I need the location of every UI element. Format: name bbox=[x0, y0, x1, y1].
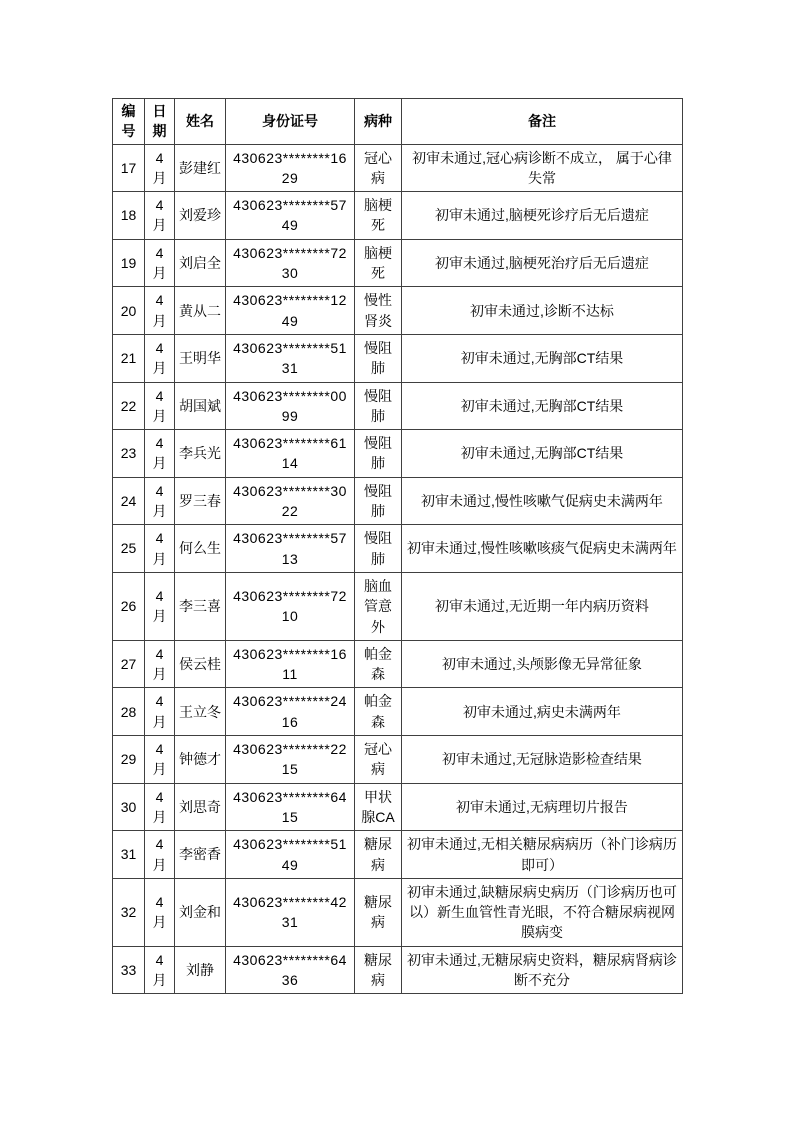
cell-number: 20 bbox=[113, 287, 145, 335]
cell-number: 23 bbox=[113, 430, 145, 478]
cell-number: 21 bbox=[113, 334, 145, 382]
header-id-number: 身份证号 bbox=[226, 99, 355, 145]
cell-disease: 冠心病 bbox=[355, 144, 402, 192]
cell-number: 33 bbox=[113, 946, 145, 994]
cell-name: 李密香 bbox=[175, 831, 226, 879]
cell-remark: 初审未通过,病史未满两年 bbox=[402, 688, 683, 736]
cell-name: 黄从二 bbox=[175, 287, 226, 335]
header-number: 编号 bbox=[113, 99, 145, 145]
table-row bbox=[113, 783, 683, 831]
cell-disease: 甲状腺CA bbox=[355, 783, 402, 831]
cell-date: 4月 bbox=[145, 239, 175, 287]
table-row bbox=[113, 192, 683, 240]
cell-date: 4月 bbox=[145, 572, 175, 640]
cell-number: 25 bbox=[113, 525, 145, 573]
cell-disease: 慢性肾炎 bbox=[355, 287, 402, 335]
cell-disease: 帕金森 bbox=[355, 688, 402, 736]
cell-name: 胡国斌 bbox=[175, 382, 226, 430]
cell-date: 4月 bbox=[145, 525, 175, 573]
cell-remark: 初审未通过,无相关糖尿病病历（补门诊病历即可） bbox=[402, 831, 683, 879]
header-row bbox=[113, 99, 683, 145]
cell-id-number: 430623********1611 bbox=[226, 640, 355, 688]
cell-id-number: 430623********4231 bbox=[226, 878, 355, 946]
cell-number: 17 bbox=[113, 144, 145, 192]
cell-remark: 初审未通过,无胸部CT结果 bbox=[402, 334, 683, 382]
cell-remark: 初审未通过,无糖尿病史资料，糖尿病肾病诊断不充分 bbox=[402, 946, 683, 994]
cell-id-number: 430623********1249 bbox=[226, 287, 355, 335]
cell-disease: 帕金森 bbox=[355, 640, 402, 688]
table-row bbox=[113, 430, 683, 478]
cell-name: 王立冬 bbox=[175, 688, 226, 736]
cell-disease: 糖尿病 bbox=[355, 831, 402, 879]
table-row bbox=[113, 334, 683, 382]
cell-name: 刘金和 bbox=[175, 878, 226, 946]
cell-date: 4月 bbox=[145, 334, 175, 382]
cell-number: 28 bbox=[113, 688, 145, 736]
cell-name: 李三喜 bbox=[175, 572, 226, 640]
cell-name: 何么生 bbox=[175, 525, 226, 573]
cell-number: 24 bbox=[113, 477, 145, 525]
cell-id-number: 430623********1629 bbox=[226, 144, 355, 192]
cell-id-number: 430623********5149 bbox=[226, 831, 355, 879]
cell-id-number: 430623********6114 bbox=[226, 430, 355, 478]
cell-remark: 初审未通过,无近期一年内病历资料 bbox=[402, 572, 683, 640]
table-row bbox=[113, 736, 683, 784]
table-row bbox=[113, 572, 683, 640]
header-name: 姓名 bbox=[175, 99, 226, 145]
cell-disease: 糖尿病 bbox=[355, 878, 402, 946]
cell-date: 4月 bbox=[145, 783, 175, 831]
cell-id-number: 430623********5713 bbox=[226, 525, 355, 573]
cell-name: 彭建红 bbox=[175, 144, 226, 192]
cell-id-number: 430623********2215 bbox=[226, 736, 355, 784]
table-header bbox=[113, 99, 683, 145]
cell-id-number: 430623********3022 bbox=[226, 477, 355, 525]
cell-id-number: 430623********7210 bbox=[226, 572, 355, 640]
cell-name: 刘启全 bbox=[175, 239, 226, 287]
table-row bbox=[113, 382, 683, 430]
table-row bbox=[113, 878, 683, 946]
cell-date: 4月 bbox=[145, 640, 175, 688]
cell-disease: 冠心病 bbox=[355, 736, 402, 784]
cell-name: 李兵光 bbox=[175, 430, 226, 478]
cell-remark: 初审未通过,诊断不达标 bbox=[402, 287, 683, 335]
cell-number: 27 bbox=[113, 640, 145, 688]
table-row bbox=[113, 831, 683, 879]
header-disease: 病种 bbox=[355, 99, 402, 145]
cell-disease: 慢阻肺 bbox=[355, 334, 402, 382]
table-row bbox=[113, 287, 683, 335]
cell-date: 4月 bbox=[145, 946, 175, 994]
cell-remark: 初审未通过,无冠脉造影检查结果 bbox=[402, 736, 683, 784]
cell-id-number: 430623********0099 bbox=[226, 382, 355, 430]
cell-date: 4月 bbox=[145, 144, 175, 192]
cell-disease: 慢阻肺 bbox=[355, 477, 402, 525]
cell-date: 4月 bbox=[145, 688, 175, 736]
cell-remark: 初审未通过,冠心病诊断不成立， 属于心律失常 bbox=[402, 144, 683, 192]
cell-disease: 脑梗死 bbox=[355, 239, 402, 287]
cell-date: 4月 bbox=[145, 736, 175, 784]
cell-remark: 初审未通过,脑梗死诊疗后无后遗症 bbox=[402, 192, 683, 240]
cell-name: 刘静 bbox=[175, 946, 226, 994]
cell-id-number: 430623********2416 bbox=[226, 688, 355, 736]
cell-date: 4月 bbox=[145, 192, 175, 240]
cell-number: 32 bbox=[113, 878, 145, 946]
cell-date: 4月 bbox=[145, 878, 175, 946]
cell-remark: 初审未通过,无胸部CT结果 bbox=[402, 430, 683, 478]
cell-disease: 脑血管意外 bbox=[355, 572, 402, 640]
cell-remark: 初审未通过,头颅影像无异常征象 bbox=[402, 640, 683, 688]
cell-number: 31 bbox=[113, 831, 145, 879]
cell-disease: 慢阻肺 bbox=[355, 525, 402, 573]
table-row bbox=[113, 477, 683, 525]
header-date: 日期 bbox=[145, 99, 175, 145]
cell-date: 4月 bbox=[145, 430, 175, 478]
cell-number: 22 bbox=[113, 382, 145, 430]
cell-remark: 初审未通过,缺糖尿病史病历（门诊病历也可以）新生血管性青光眼，不符合糖尿病视网膜病变 bbox=[402, 878, 683, 946]
header-remark: 备注 bbox=[402, 99, 683, 145]
cell-name: 侯云桂 bbox=[175, 640, 226, 688]
cell-id-number: 430623********7230 bbox=[226, 239, 355, 287]
cell-number: 18 bbox=[113, 192, 145, 240]
table-row bbox=[113, 525, 683, 573]
medical-review-table bbox=[112, 98, 683, 994]
cell-date: 4月 bbox=[145, 287, 175, 335]
cell-id-number: 430623********6436 bbox=[226, 946, 355, 994]
cell-id-number: 430623********5131 bbox=[226, 334, 355, 382]
table-row bbox=[113, 688, 683, 736]
table-body bbox=[113, 144, 683, 994]
cell-name: 王明华 bbox=[175, 334, 226, 382]
cell-remark: 初审未通过,慢性咳嗽气促病史未满两年 bbox=[402, 477, 683, 525]
cell-remark: 初审未通过,脑梗死治疗后无后遗症 bbox=[402, 239, 683, 287]
cell-id-number: 430623********6415 bbox=[226, 783, 355, 831]
cell-date: 4月 bbox=[145, 382, 175, 430]
table-row bbox=[113, 946, 683, 994]
table-row bbox=[113, 640, 683, 688]
cell-disease: 慢阻肺 bbox=[355, 382, 402, 430]
cell-id-number: 430623********5749 bbox=[226, 192, 355, 240]
cell-number: 19 bbox=[113, 239, 145, 287]
cell-remark: 初审未通过,慢性咳嗽咳痰气促病史未满两年 bbox=[402, 525, 683, 573]
cell-date: 4月 bbox=[145, 477, 175, 525]
cell-number: 30 bbox=[113, 783, 145, 831]
table-row bbox=[113, 144, 683, 192]
cell-disease: 糖尿病 bbox=[355, 946, 402, 994]
cell-number: 29 bbox=[113, 736, 145, 784]
cell-disease: 脑梗死 bbox=[355, 192, 402, 240]
cell-remark: 初审未通过,无病理切片报告 bbox=[402, 783, 683, 831]
cell-name: 刘爱珍 bbox=[175, 192, 226, 240]
cell-disease: 慢阻肺 bbox=[355, 430, 402, 478]
cell-name: 钟德才 bbox=[175, 736, 226, 784]
cell-name: 刘思奇 bbox=[175, 783, 226, 831]
cell-number: 26 bbox=[113, 572, 145, 640]
cell-name: 罗三春 bbox=[175, 477, 226, 525]
table-row bbox=[113, 239, 683, 287]
cell-remark: 初审未通过,无胸部CT结果 bbox=[402, 382, 683, 430]
cell-date: 4月 bbox=[145, 831, 175, 879]
